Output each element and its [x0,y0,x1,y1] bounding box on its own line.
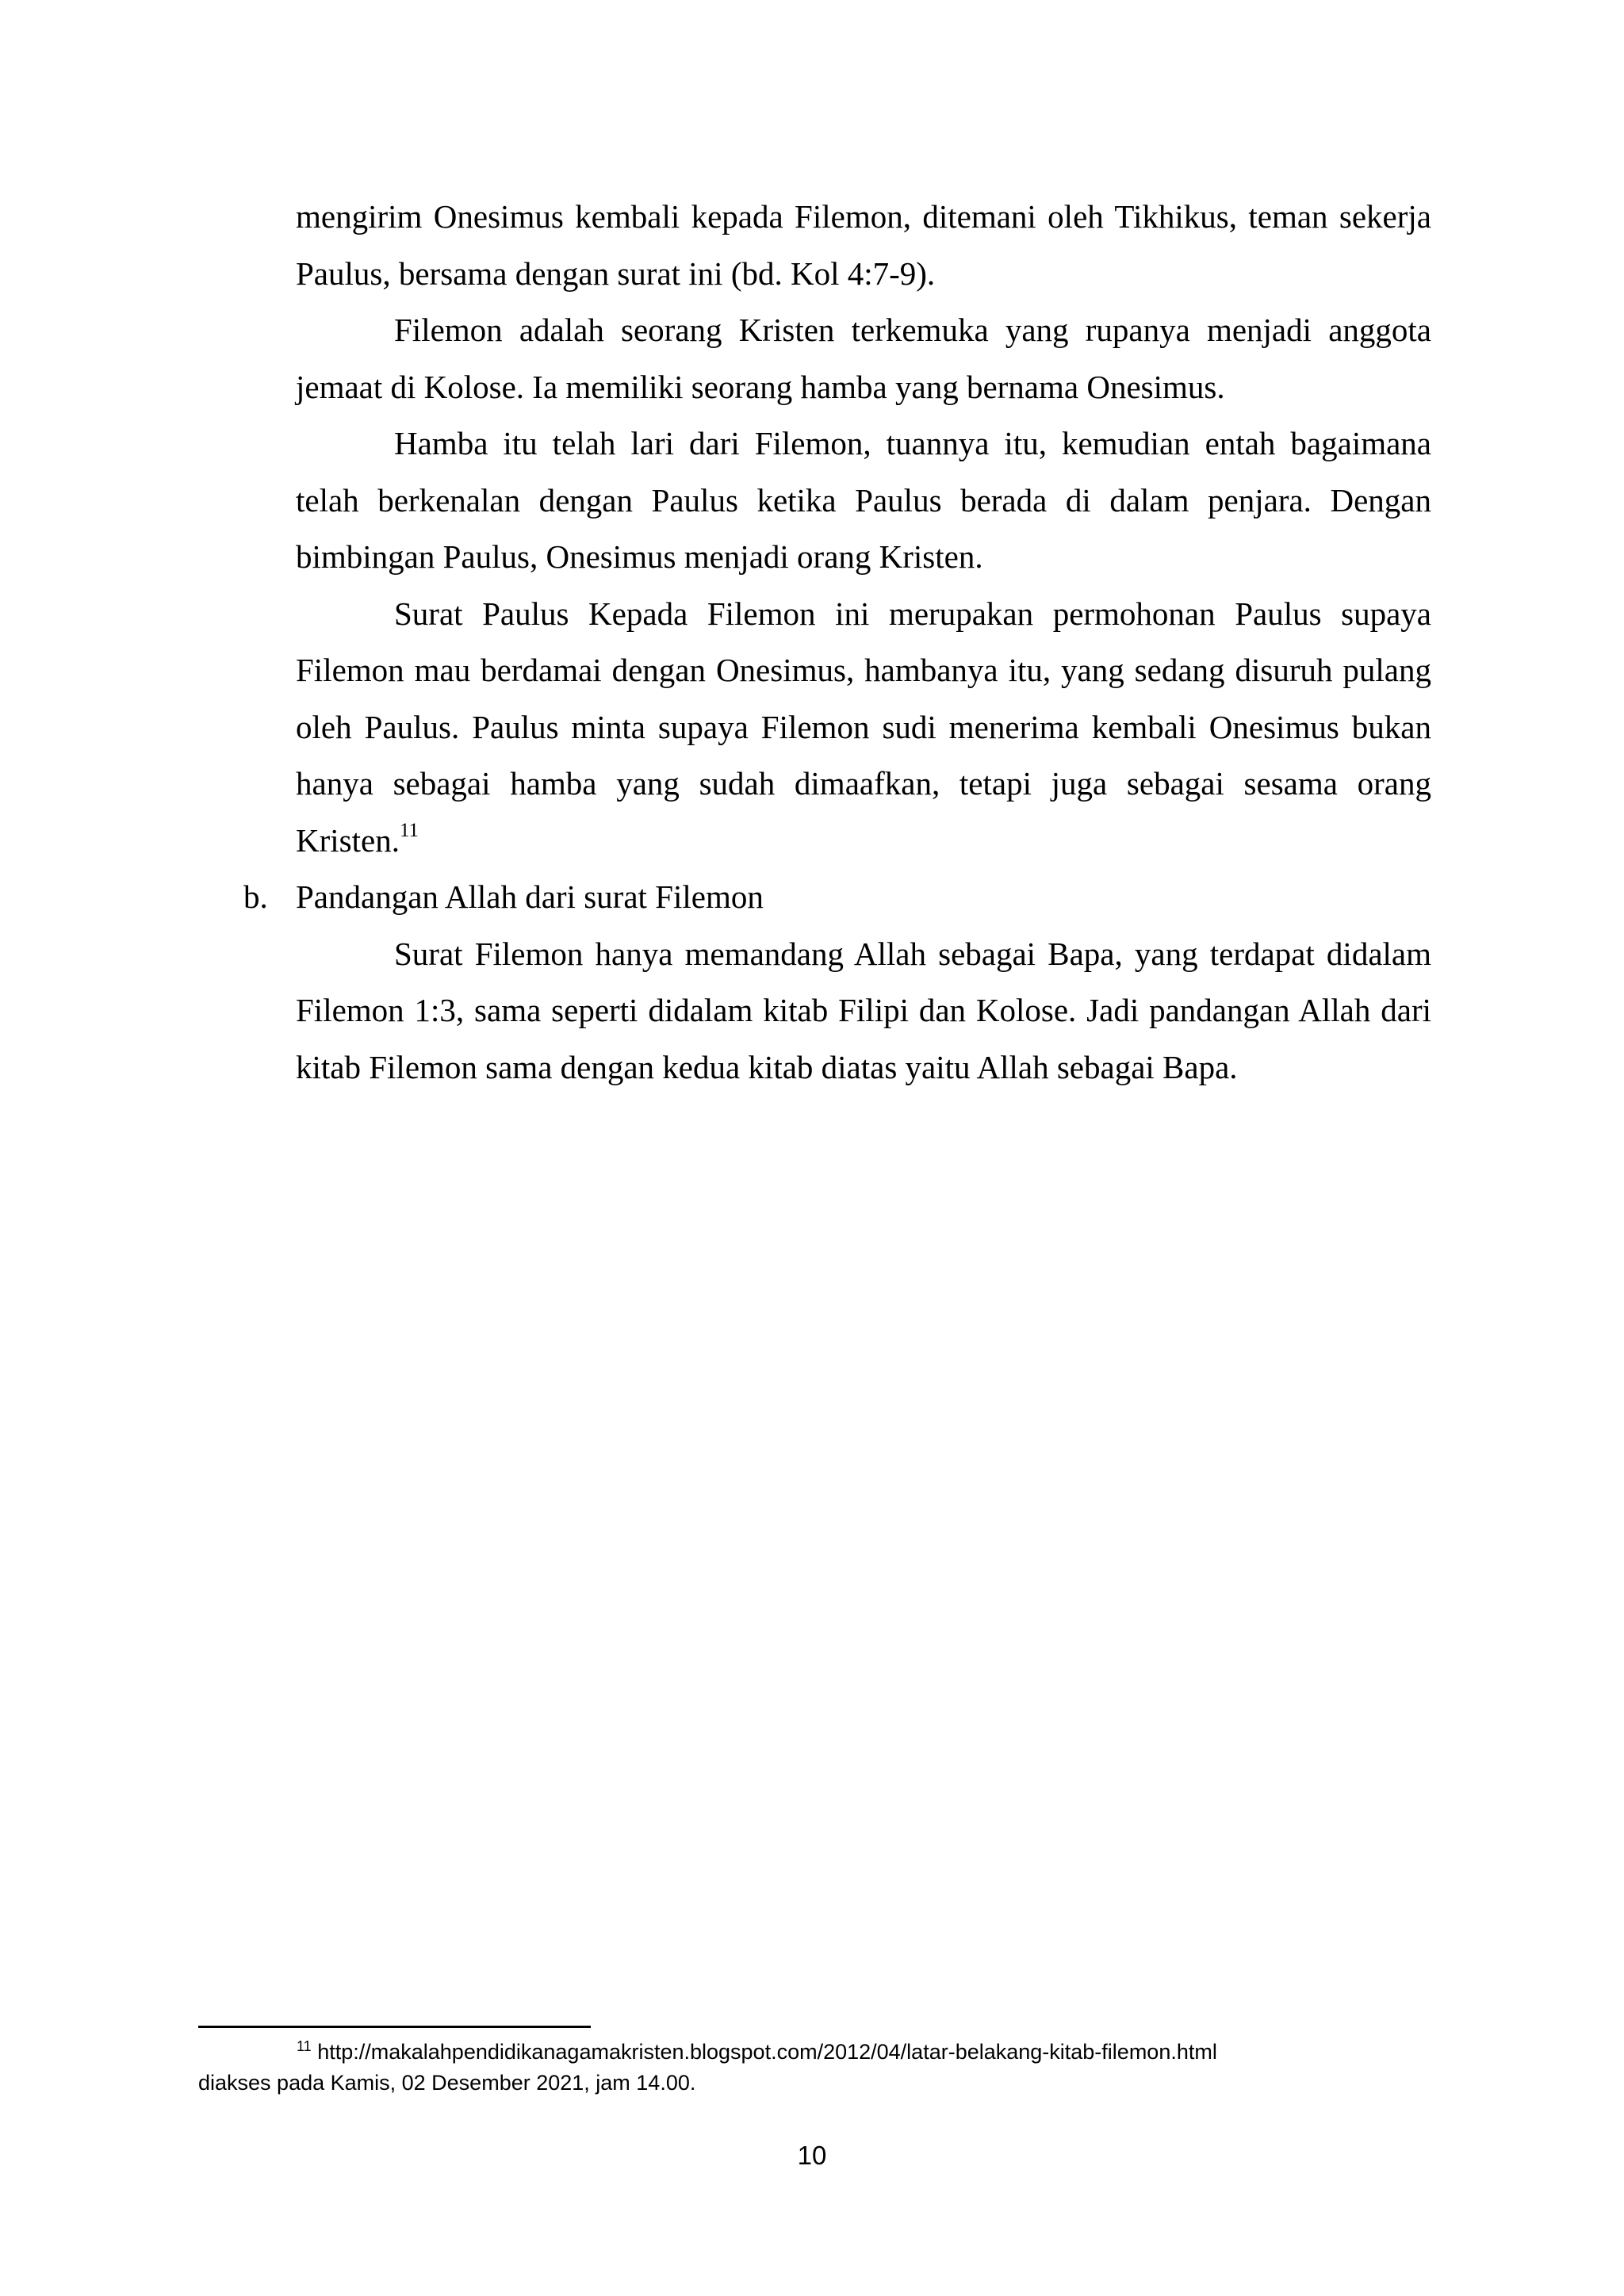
paragraph-onesimus-story: Hamba itu telah lari dari Filemon, tuannya itu, kemudian entah bagaimana telah berkenalan dengan Paulus ketika Paulus berada di dalam penjara. Dengan bimbingan Paulus, Onesimus menjadi orang Kristen. [296,425,1431,575]
body-text [243,189,1431,1096]
paragraph-letter-purpose [296,586,1431,870]
paragraph-section-body: Surat Filemon hanya memandang Allah sebagai Bapa, yang terdapat didalam Filemon 1:3, sama seperti didalam kitab Filipi dan Kolose. Jadi pandangan Allah dari kitab Filemon sama dengan kedua kitab diatas yaitu Allah sebagai Bapa. [296,935,1431,1085]
footnote-number: 11 [297,2038,312,2054]
footnote-url[interactable]: http://makalahpendidikanagamakristen.blogspot.com/2012/04/latar-belakang-kitab-filemon.html [317,2040,1217,2064]
page-number: 10 [797,2141,827,2170]
section-heading [243,869,1431,926]
section-title: Pandangan Allah dari surat Filemon [296,878,764,915]
footnote-separator [198,2026,591,2028]
paragraph-filemon-intro: Filemon adalah seorang Kristen terkemuka yang rupanya menjadi anggota jemaat di Kolose. Ia memiliki seorang hamba yang bernama Onesimus. [296,312,1431,405]
footnote-line [198,2037,1435,2068]
footnote [198,2037,1435,2099]
section-marker: b. [243,878,268,915]
footnote-reference[interactable]: 11 [399,819,419,841]
paragraph-letter-purpose-text: Surat Paulus Kepada Filemon ini merupakan permohonan Paulus supaya Filemon mau berdamai dengan Onesimus, hambanya itu, yang sedang disuruh pulang oleh Paulus. Paulus minta supaya Filemon sudi menerima kembali Onesimus bukan hanya sebagai hamba yang sudah dimaafkan, tetapi juga sebagai sesama orang Kristen. [296,595,1431,859]
footnote-accessed: diakses pada Kamis, 02 Desember 2021, jam 14.00. [198,2071,696,2095]
paragraph-continuation: mengirim Onesimus kembali kepada Filemon, ditemani oleh Tikhikus, teman sekerja Paulus, bersama dengan surat ini (bd. Kol 4:7-9). [296,198,1431,292]
